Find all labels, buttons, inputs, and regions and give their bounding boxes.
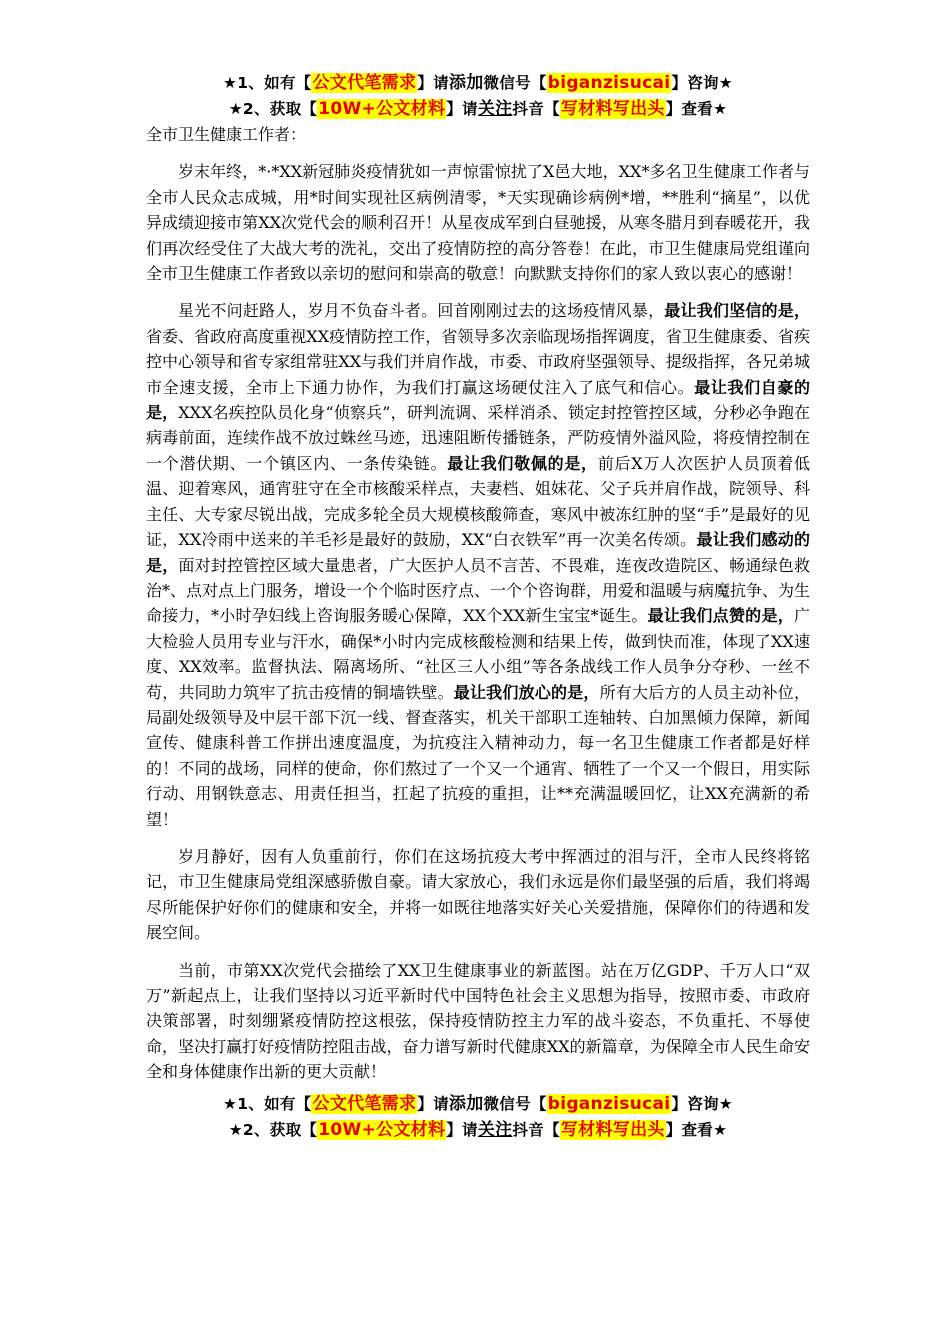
banner-line-2-mid1: 】请 (446, 100, 478, 118)
paragraph-2-text-1: 省委、省政府高度重视XX疫情防控工作，省领导多次亲临现场指挥调度，省卫生健康委、省疾控中心领导和省专家组常驻XX与我们并肩作战，市委、市政府坚强领导、提级指挥，各兄弟城市全速支援，全市上下通力协作，为我们打赢这场硬仗注入了底气和信心。 (146, 326, 810, 397)
banner-bottom-line-2-prefix: ★2、获取【 (228, 1120, 318, 1139)
banner-highlight-wechat-id: biganzisucai (547, 73, 671, 93)
banner-line-2 (146, 96, 810, 122)
lead-phrase-5: 最让我们点赞的是， (647, 606, 794, 626)
banner-bottom-highlight-douyin: 写材料写出头 (560, 1119, 665, 1140)
banner-line-1-suffix: 】咨询★ (671, 74, 733, 92)
banner-bottom-line-1 (146, 1091, 810, 1117)
lead-phrase-4: 最让我们感动的是， (146, 530, 810, 575)
banner-bottom-highlight-service: 公文代笔需求 (312, 1093, 417, 1114)
banner-highlight-douyin: 写材料写出头 (560, 99, 665, 119)
ad-banner-bottom (146, 1091, 810, 1143)
paragraph-2 (146, 298, 810, 832)
banner-line-2-mid2: 抖音【 (512, 100, 560, 118)
document-page (146, 70, 810, 1143)
paragraph-2-text-4: 面对封控管控区域大量患者，广大医护人员不言苦、不畏难，连夜改造院区、畅通绿色救治*、点对点上门服务，增设一个个临时医疗点、一个个咨询群，用爱和温暖与病魔抗争、为生命接力，*小时孕妇线上咨询服务暖心保障，XX个XX新生宝宝*诞生。 (146, 555, 811, 626)
banner-line-2-prefix: ★2、获取【 (228, 100, 318, 118)
banner-bottom-line-1-em: 添加 (448, 1093, 484, 1114)
lead-phrase-3: 最让我们敬佩的是， (447, 453, 598, 473)
banner-line-1 (146, 70, 810, 96)
paragraph-3: 岁月静好，因有人负重前行，你们在这场抗疫大考中挥洒过的泪与汗，全市人民终将铭记，市卫生健康局党组深感骄傲自豪。请大家放心，我们永远是你们最坚强的后盾，我们将竭尽所能保护好你们的健康和安全，并将一如既往地落实好关心关爱措施，保障你们的待遇和发展空间。 (146, 846, 810, 943)
paragraph-2-text-5: 广大检验人员用专业与汗水，确保*小时内完成核酸检测和结果上传，做到快而准，体现了XX速度、XX效率。监督执法、隔离场所、“社区三人小组”等各条战线工作人员争分夺秒、一丝不苟，共同助力筑牢了抗击疫情的铜墙铁壁。 (146, 606, 810, 702)
lead-phrase-1: 最让我们坚信的是， (664, 301, 810, 321)
paragraph-2-intro: 星光不问赶路人，岁月不负奋斗者。回首刚刚过去的这场疫情风暴， (178, 301, 665, 321)
salutation: 全市卫生健康工作者： (146, 125, 307, 144)
banner-bottom-line-2-suffix: 】查看★ (665, 1120, 728, 1139)
banner-bottom-line-1-mid1: 】请 (417, 1094, 449, 1113)
banner-bottom-line-1-prefix: ★1、如有【 (223, 1094, 312, 1113)
ad-banner-top (146, 70, 810, 122)
banner-bottom-line-2 (146, 1117, 810, 1143)
lead-phrase-6: 最让我们放心的是， (453, 682, 600, 702)
paragraph-2-text-3: 前后X万人次医护人员顶着低温、迎着寒风，通宵驻守在全市核酸采样点，夫妻档、姐妹花、父子兵并肩作战，院领导、科主任、大专家尽锐出战，完成多轮全员大规模核酸筛查，寒风中被冻红肿的坚“手”是最好的见证，XX冷雨中送来的羊毛衫是最好的鼓励，XX“白衣铁军”再一次美名传颂。 (146, 453, 810, 550)
banner-bottom-line-2-em: 关注 (477, 1119, 513, 1140)
banner-line-1-mid2: 微信号【 (483, 74, 547, 92)
paragraph-1: 岁末年终，*·*XX新冠肺炎疫情犹如一声惊雷惊扰了X邑大地，XX*多名卫生健康工作者与全市人民众志成城，用*时间实现社区病例清零，*天实现确诊病例*增，**胜利“摘星”，以优异成绩迎接市第XX次党代会的顺利召开！从星夜成军到白昼驰援，从寒冬腊月到春暖花开，我们再次经受住了大战大考的洗礼，交出了疫情防控的高分答卷！在此，市卫生健康局党组谨向全市卫生健康工作者致以亲切的慰问和崇高的敬意！向默默支持你们的家人致以衷心的感谢！ (146, 162, 810, 284)
banner-bottom-line-2-mid1: 】请 (446, 1120, 478, 1139)
banner-line-1-prefix: ★1、如有【 (223, 74, 312, 92)
paragraph-2-text-6: 所有大后方的人员主动补位，局副处级领导及中层干部下沉一线、督查落实，机关干部职工连轴转、白加黑倾力保障，新闻宣传、健康科普工作拼出速度温度，为抗疫注入精神动力，每一名卫生健康工作者都是好样的！不同的战场，同样的使命，你们熬过了一个又一个通宵、牺牲了一个又一个假日，用实际行动、用钢铁意志、用责任担当，扛起了抗疫的重担，让**充满温暖回忆，让XX充满新的希望！ (146, 682, 810, 829)
paragraph-2-text-2: XXX名疾控队员化身“侦察兵”，研判流调、采样消杀、锁定封控管控区域，分秒必争跑在病毒前面，连续作战不放过蛛丝马迹，迅速阻断传播链条，严防疫情外溢风险，将疫情控制在一个潜伏期、一个镇区内、一条传染链。 (146, 403, 810, 473)
banner-highlight-materials: 10W+公文材料 (318, 99, 446, 119)
lead-phrase-2: 最让我们自豪的是， (146, 377, 810, 423)
paragraph-4: 当前，市第XX次党代会描绘了XX卫生健康事业的新蓝图。站在万亿GDP、千万人口“双万”新起点上，让我们坚持以习近平新时代中国特色社会主义思想为指导，按照市委、市政府决策部署，时刻绷紧疫情防控这根弦，保持疫情防控主力军的战斗姿态，不负重托、不辱使命，坚决打赢打好疫情防控阻击战，奋力谱写新时代健康XX的新篇章，为保障全市人民生命安全和身体健康作出新的更大贡献！ (146, 960, 810, 1082)
banner-bottom-highlight-materials: 10W+公文材料 (318, 1119, 446, 1140)
banner-line-1-em: 添加 (448, 73, 484, 93)
banner-bottom-line-1-suffix: 】咨询★ (671, 1094, 733, 1113)
banner-line-2-em: 关注 (477, 99, 513, 119)
banner-highlight-service: 公文代笔需求 (312, 73, 417, 93)
banner-line-1-mid1: 】请 (417, 74, 449, 92)
banner-bottom-line-1-mid2: 微信号【 (483, 1094, 547, 1113)
banner-line-2-suffix: 】查看★ (665, 100, 728, 118)
banner-bottom-highlight-wechat-id: biganzisucai (547, 1093, 671, 1114)
banner-bottom-line-2-mid2: 抖音【 (512, 1120, 560, 1139)
